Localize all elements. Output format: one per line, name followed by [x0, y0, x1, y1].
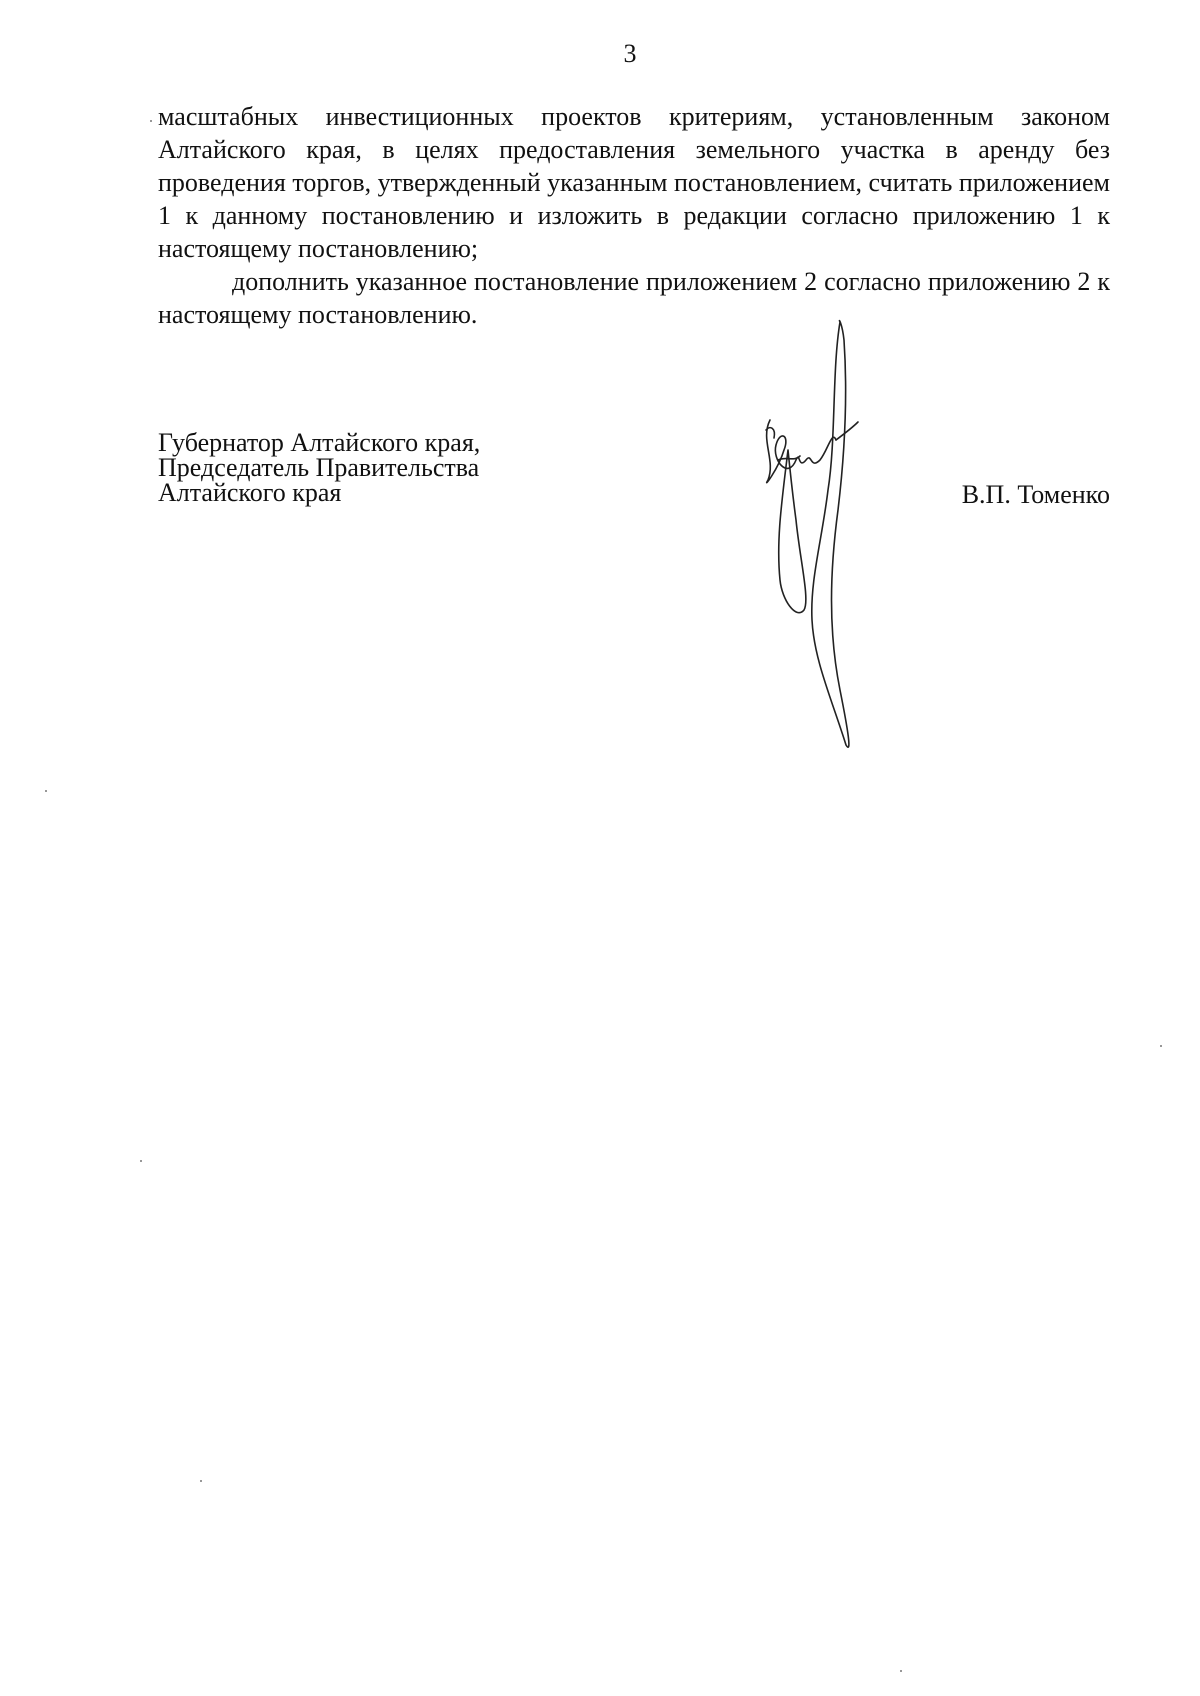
scan-speck — [140, 1160, 142, 1162]
paragraph-continuation: масштабных инвестиционных проектов критериям, установленным законом Алтайского края, в целях предоставления земельного участка в аренду без проведения торгов, утвержденный указанным постановлением, считать приложением 1 к данному постановлению и изложить в редакции согласно приложению 1 к настоящему постановлению; — [158, 102, 1110, 263]
document-body — [158, 100, 1110, 331]
signatory-name: В.П. Томенко — [961, 480, 1110, 509]
scan-speck — [1160, 1045, 1162, 1047]
paragraph-addition: дополнить указанное постановление приложением 2 согласно приложению 2 к настоящему постановлению. — [158, 267, 1110, 329]
handwritten-signature — [740, 310, 940, 760]
page-number: 3 — [623, 39, 637, 68]
signatory-title-line-1: Губернатор Алтайского края, — [158, 428, 481, 457]
scan-speck — [150, 120, 152, 122]
scan-speck — [200, 1480, 202, 1482]
scan-speck — [45, 790, 47, 792]
signatory-title-line-2: Председатель Правительства — [158, 453, 480, 482]
scan-speck — [900, 1670, 902, 1672]
signatory-title-line-3: Алтайского края — [158, 478, 342, 507]
